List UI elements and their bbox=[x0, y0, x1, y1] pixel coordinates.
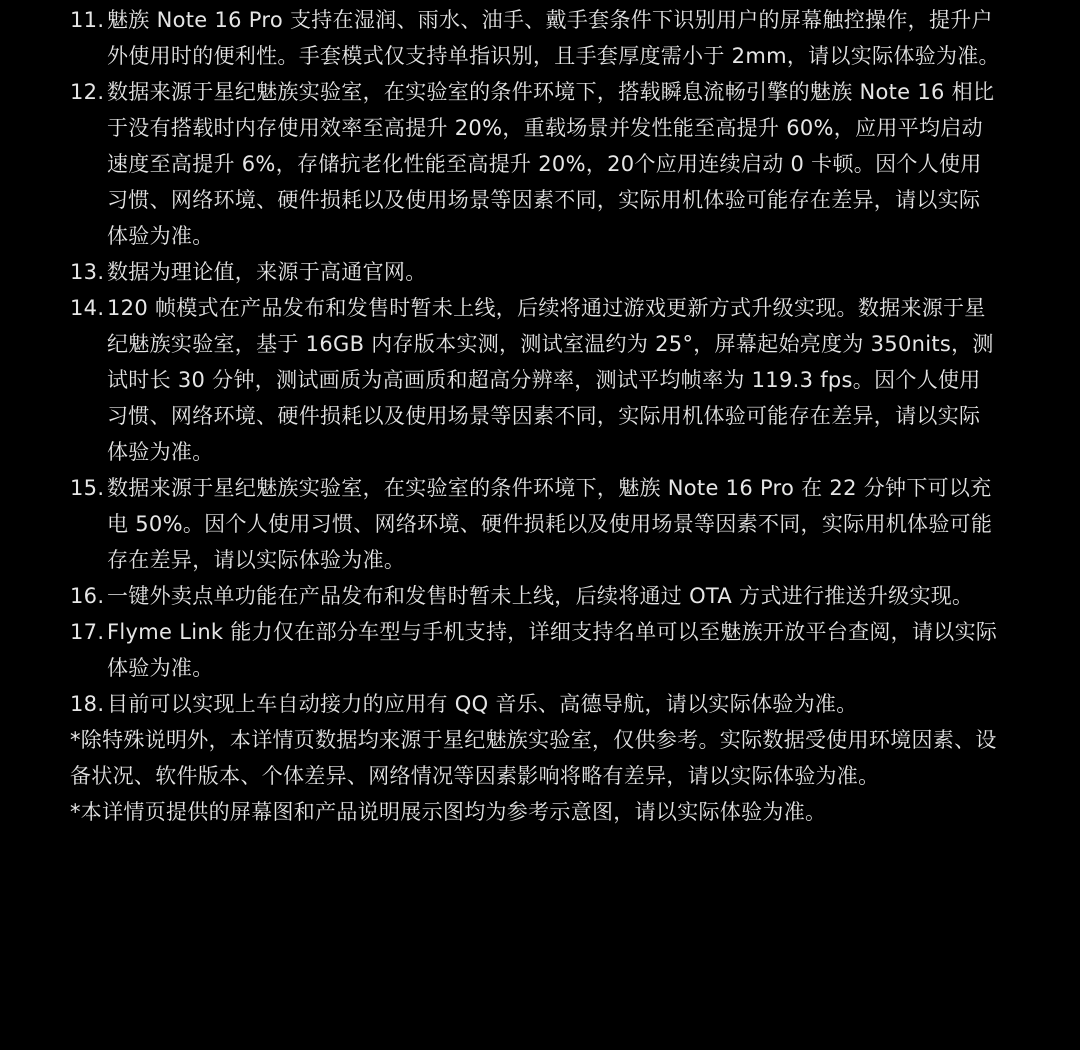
note-text: 数据来源于星纪魅族实验室，在实验室的条件环境下，搭载瞬息流畅引擎的魅族 Note 16 相比于没有搭载时内存使用效率至高提升 20%，重载场景并发性能至高提升 60%，应用平均启动速度至高提升 6%，存储抗老化性能至高提升 20%，20个应用连续启动 0 卡顿。因个人使用习惯、网络环境、硬件损耗以及使用场景等因素不同，实际用机体验可能存在差异，请以实际体验为准。 bbox=[107, 80, 995, 248]
note-number: 12. bbox=[70, 80, 105, 104]
footnote-image-reference: *本详情页提供的屏幕图和产品说明展示图均为参考示意图，请以实际体验为准。 bbox=[70, 800, 827, 824]
note-number: 14. bbox=[70, 296, 105, 320]
note-item-14 bbox=[70, 290, 1000, 470]
note-text: 魅族 Note 16 Pro 支持在湿润、雨水、油手、戴手套条件下识别用户的屏幕触控操作，提升户外使用时的便利性。手套模式仅支持单指识别，且手套厚度需小于 2mm，请以实际体验为准。 bbox=[107, 8, 1000, 68]
note-number: 16. bbox=[70, 584, 105, 608]
note-item-12 bbox=[70, 74, 1000, 254]
disclaimer-notes bbox=[70, 2, 1000, 830]
note-item-15 bbox=[70, 470, 1000, 578]
note-number: 13. bbox=[70, 260, 105, 284]
note-text: 一键外卖点单功能在产品发布和发售时暂未上线，后续将通过 OTA 方式进行推送升级实现。 bbox=[107, 584, 974, 608]
general-footnotes bbox=[70, 722, 1000, 830]
note-text: Flyme Link 能力仅在部分车型与手机支持，详细支持名单可以至魅族开放平台查阅，请以实际体验为准。 bbox=[107, 620, 998, 680]
note-text: 目前可以实现上车自动接力的应用有 QQ 音乐、高德导航，请以实际体验为准。 bbox=[107, 692, 858, 716]
footnote-data-source: *除特殊说明外，本详情页数据均来源于星纪魅族实验室，仅供参考。实际数据受使用环境因素、设备状况、软件版本、个体差异、网络情况等因素影响将略有差异，请以实际体验为准。 bbox=[70, 728, 997, 788]
note-number: 11. bbox=[70, 8, 105, 32]
note-text: 数据为理论值，来源于高通官网。 bbox=[107, 260, 427, 284]
note-item-17 bbox=[70, 614, 1000, 686]
note-item-18 bbox=[70, 686, 1000, 722]
note-text: 120 帧模式在产品发布和发售时暂未上线，后续将通过游戏更新方式升级实现。数据来源于星纪魅族实验室，基于 16GB 内存版本实测，测试室温约为 25°，屏幕起始亮度为 350nits，测试时长 30 分钟，测试画质为高画质和超高分辨率，测试平均帧率为 119.3 fps。因个人使用习惯、网络环境、硬件损耗以及使用场景等因素不同，实际用机体验可能存在差异，请以实际体验为准。 bbox=[107, 296, 994, 464]
note-item-13 bbox=[70, 254, 1000, 290]
note-item-16 bbox=[70, 578, 1000, 614]
note-number: 17. bbox=[70, 620, 105, 644]
note-number: 15. bbox=[70, 476, 105, 500]
note-item-11 bbox=[70, 2, 1000, 74]
note-text: 数据来源于星纪魅族实验室，在实验室的条件环境下，魅族 Note 16 Pro 在 22 分钟下可以充电 50%。因个人使用习惯、网络环境、硬件损耗以及使用场景等因素不同，实际用机体验可能存在差异，请以实际体验为准。 bbox=[107, 476, 993, 572]
note-number: 18. bbox=[70, 692, 105, 716]
